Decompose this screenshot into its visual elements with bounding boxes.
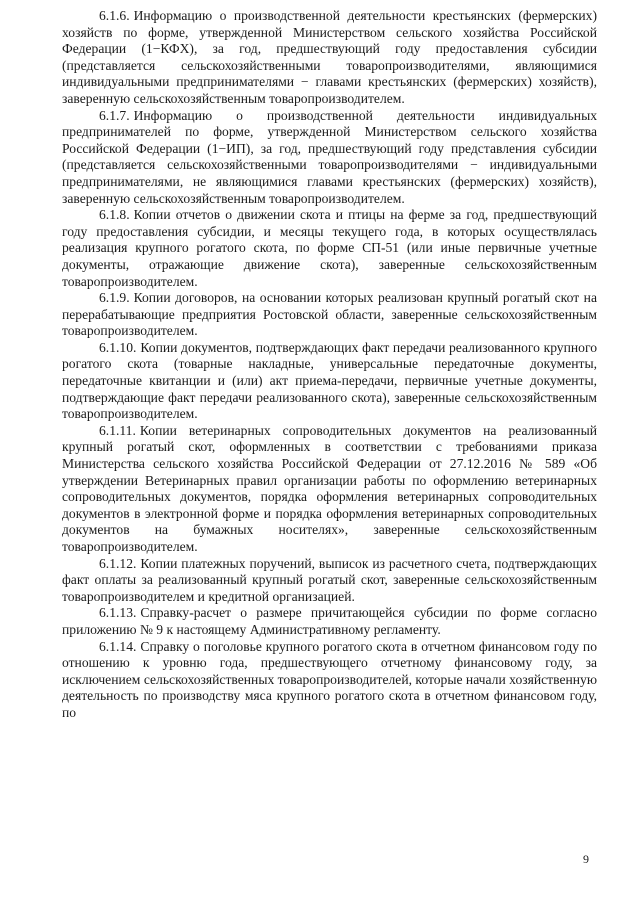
paragraph-number: 6.1.8. [99, 207, 130, 223]
paragraph-text: Копии документов, подтверждающих факт передачи реализованного крупного рогатого скота (товарные накладные, универсальные передаточные документы, передаточные квитанции и (или) акт приема-передачи, первичные учетные документы, подтверждающие факт передачи реализованного скота), заверенные сельскохозяйственным товаропроизводителем. [62, 339, 597, 422]
paragraph-text: Справку-расчет о размере причитающейся субсидии по форме согласно приложению № 9 к настоящему Административному регламенту. [62, 605, 597, 637]
paragraph-number: 6.1.6. [99, 8, 130, 23]
paragraph-6-1-8 [62, 207, 597, 290]
paragraph-6-1-6 [62, 8, 597, 108]
paragraph-text: Информацию о производственной деятельности индивидуальных предпринимателей по форме, утвержденной Министерством сельского хозяйства Российской Федерации (1−ИП), за год, предшествующий году представления субсидии (представляется сельскохозяйственными товаропроизводителями − индивидуальными предпринимателями, не являющимися главами крестьянских (фермерских) хозяйств), заверенную сельскохозяйственным товаропроизводителем. [62, 107, 597, 206]
paragraph-number: 6.1.10. [99, 339, 137, 355]
paragraph-text: Копии платежных поручений, выписок из расчетного счета, подтверждающих факт оплаты за реализованный крупный рогатый скот, заверенные сельскохозяйственным товаропроизводителем и кредитной организацией. [62, 555, 597, 604]
paragraph-6-1-12 [62, 556, 597, 606]
paragraph-text: Информацию о производственной деятельности крестьянских (фермерских) хозяйств по форме, утвержденной Министерством сельского хозяйства Российской Федерации (1−КФХ), за год, предшествующий году предоставления субсидии (представляется сельскохозяйственными товаропроизводителями, являющимися индивидуальными предпринимателями − главами крестьянских (фермерских) хозяйств), заверенную сельскохозяйственным товаропроизводителем. [62, 8, 597, 106]
document-page [62, 8, 597, 722]
paragraph-6-1-13 [62, 605, 597, 638]
paragraph-number: 6.1.13. [99, 605, 137, 621]
paragraph-number: 6.1.14. [99, 638, 137, 654]
paragraph-text: Справку о поголовье крупного рогатого скота в отчетном финансовом году по отношению к уровню года, предшествующего отчетному финансовому году, за исключением сельскохозяйственных товаропроизводителей, которые начали хозяйственную деятельность по производству мяса крупного рогатого скота в отчетном финансовом году, по [62, 638, 597, 720]
paragraph-6-1-14 [62, 639, 597, 722]
paragraph-number: 6.1.9. [99, 290, 130, 306]
paragraph-text: Копии договоров, на основании которых реализован крупный рогатый скот на перерабатывающие предприятия Ростовской области, заверенные сельскохозяйственным товаропроизводителем. [62, 290, 597, 339]
paragraph-text: Копии ветеринарных сопроводительных документов на реализованный крупный рогатый скот, оформленных в соответствии с требованиями приказа Министерства сельского хозяйства Российской Федерации от 27.12.2016 № 589 «Об утверждении Ветеринарных правил организации работы по оформлению ветеринарных сопроводительных документов, порядка оформления ветеринарных сопроводительных документов в электронной форме и порядка оформления ветеринарных сопроводительных документов на бумажных носителях», заверенные сельскохозяйственным товаропроизводителем. [62, 422, 597, 554]
paragraph-text: Копии отчетов о движении скота и птицы на ферме за год, предшествующий году предоставления субсидии, и месяцы текущего года, в которых осуществлялась реализация крупного рогатого скота, по форме СП-51 (или иные первичные учетные документы, отражающие движение скота), заверенные сельскохозяйственным товаропроизводителем. [62, 207, 597, 289]
page-number: 9 [583, 852, 589, 866]
paragraph-number: 6.1.11. [99, 422, 136, 438]
paragraph-6-1-11 [62, 423, 597, 556]
paragraph-number: 6.1.12. [99, 555, 137, 571]
paragraph-number: 6.1.7. [99, 107, 130, 123]
paragraph-6-1-7 [62, 108, 597, 208]
paragraph-6-1-10 [62, 340, 597, 423]
paragraph-6-1-9 [62, 290, 597, 340]
